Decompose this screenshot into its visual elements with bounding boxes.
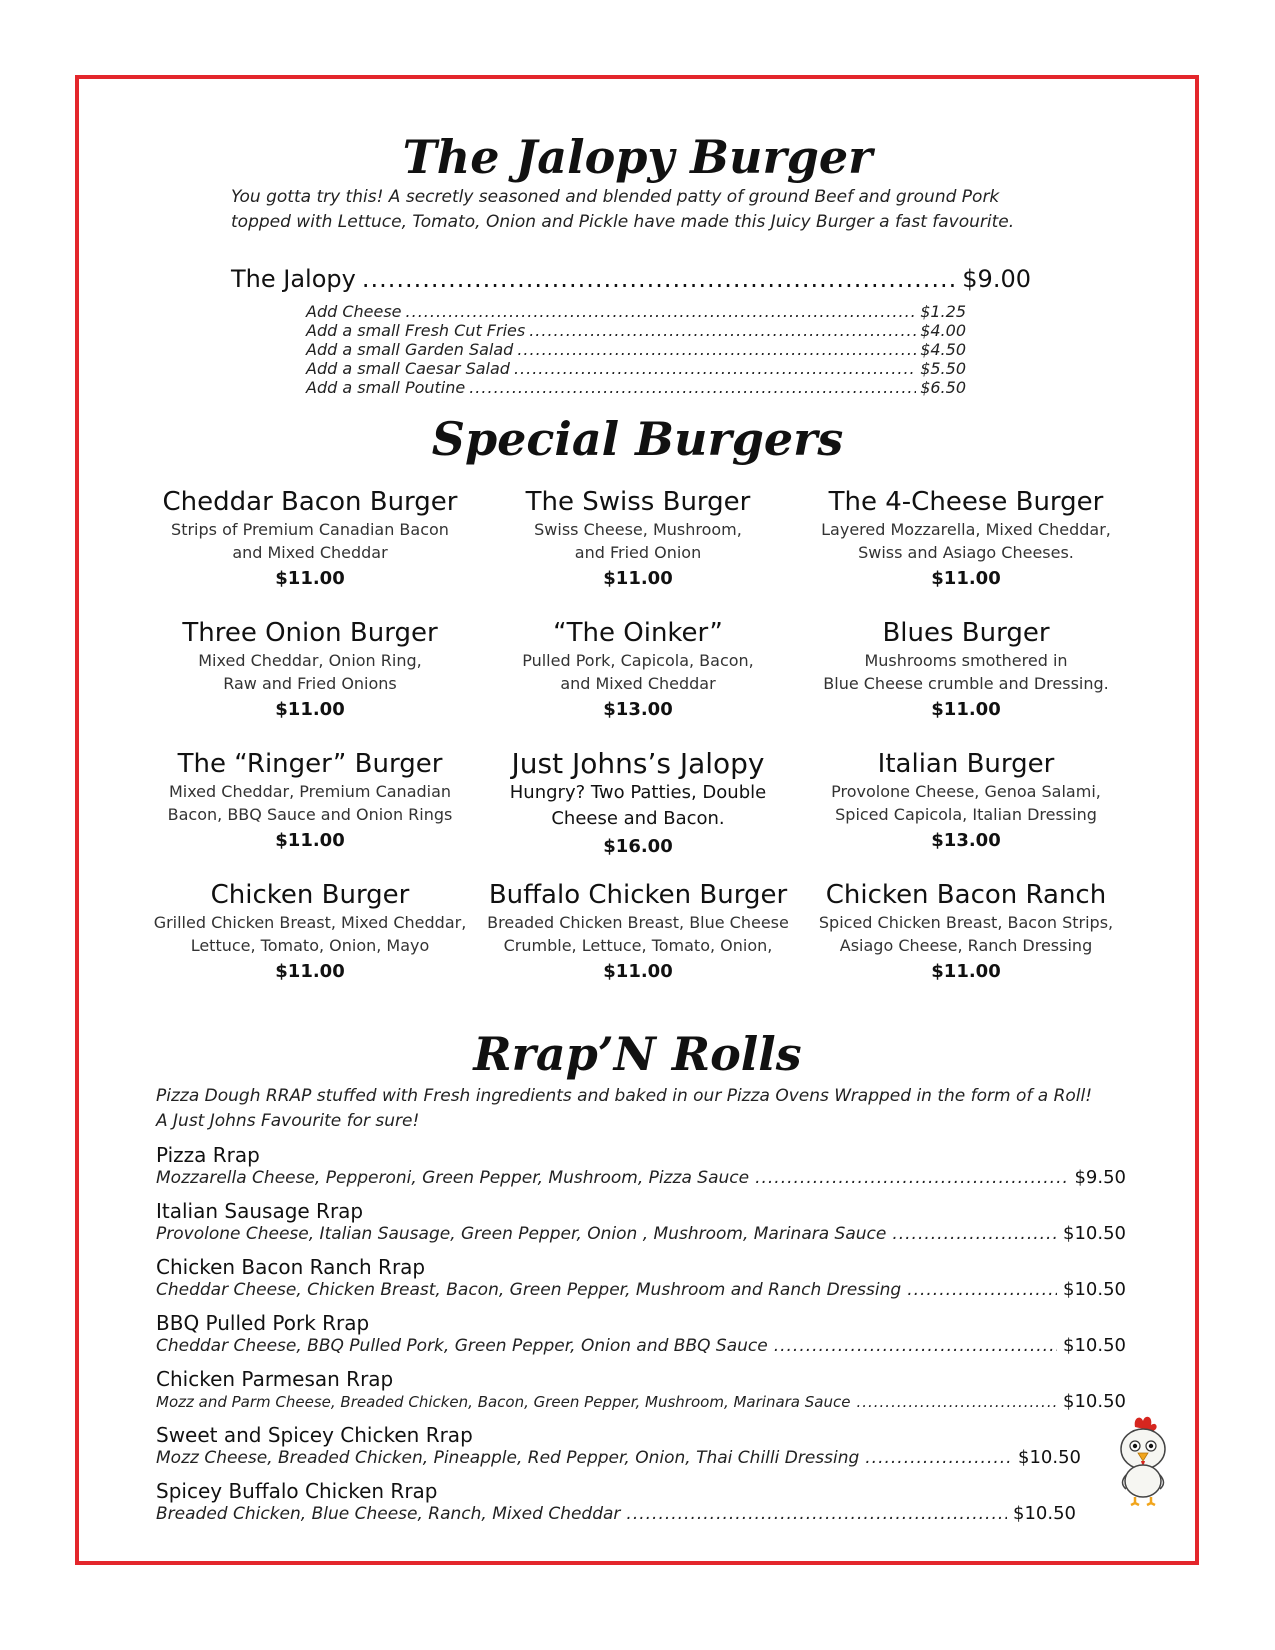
addon-row <box>306 359 966 378</box>
burger-name: Buffalo Chicken Burger <box>488 880 788 910</box>
burger-item <box>140 617 480 720</box>
rrap-desc: Cheddar Cheese, BBQ Pulled Pork, Green Pepper, Onion and BBQ Sauce <box>156 1336 768 1356</box>
rrap-desc: Cheddar Cheese, Chicken Breast, Bacon, Green Pepper, Mushroom and Ranch Dressing <box>156 1280 902 1300</box>
burger-desc: Spiced Chicken Breast, Bacon Strips, <box>818 913 1114 932</box>
addon-label: Add a small Garden Salad <box>306 340 514 359</box>
addon-label: Add a small Fresh Cut Fries <box>306 321 526 340</box>
rrap-name: Sweet and Spicey Chicken Rrap <box>156 1423 473 1447</box>
rrap-name: BBQ Pulled Pork Rrap <box>156 1311 370 1335</box>
burger-desc: Lettuce, Tomato, Onion, Mayo <box>190 936 430 955</box>
rrap-name: Spicey Buffalo Chicken Rrap <box>156 1479 438 1503</box>
rraps-intro-line1: Pizza Dough RRAP stuffed with Fresh ingredients and baked in our Pizza Ovens Wrapped in the form of a Roll! <box>156 1086 1093 1106</box>
burger-price: $11.00 <box>275 961 345 982</box>
burger-name: Chicken Burger <box>210 880 410 910</box>
rrap-price: $10.50 <box>1063 1223 1126 1244</box>
burger-item <box>468 617 808 720</box>
rrap-price: $10.50 <box>1063 1279 1126 1300</box>
dot-leader <box>362 265 956 293</box>
jalopy-title: The Jalopy Burger <box>402 130 873 184</box>
addon-row <box>306 340 966 359</box>
burger-desc: and Mixed Cheddar <box>560 674 716 693</box>
rrap-desc: Provolone Cheese, Italian Sausage, Green Pepper, Onion , Mushroom, Marinara Sauce <box>156 1224 887 1244</box>
burger-item <box>468 748 808 857</box>
dot-leader <box>755 1167 1068 1189</box>
burger-price: $11.00 <box>275 699 345 720</box>
burger-desc: Mixed Cheddar, Onion Ring, <box>198 651 422 670</box>
burger-item <box>140 486 480 589</box>
burger-desc: Grilled Chicken Breast, Mixed Cheddar, <box>153 913 467 932</box>
burger-desc: Blue Cheese crumble and Dressing. <box>823 674 1109 693</box>
dot-leader <box>529 321 916 340</box>
jalopy-intro-line2: topped with Lettuce, Tomato, Onion and Pickle have made this Juicy Burger a fast favourite. <box>231 212 1015 232</box>
burger-item <box>468 879 808 982</box>
jalopy-item <box>231 265 1031 293</box>
addon-price: $4.50 <box>920 340 966 359</box>
addon-label: Add Cheese <box>306 302 402 321</box>
dot-leader <box>774 1335 1057 1357</box>
addon-row <box>306 302 966 321</box>
dot-leader <box>514 359 916 378</box>
burger-desc: and Fried Onion <box>574 543 702 562</box>
burger-desc: Pulled Pork, Capicola, Bacon, <box>522 651 754 670</box>
burger-price: $11.00 <box>931 699 1001 720</box>
dot-leader <box>856 1391 1057 1413</box>
burger-desc: Crumble, Lettuce, Tomato, Onion, <box>503 936 773 955</box>
rrap-desc: Mozzarella Cheese, Pepperoni, Green Pepper, Mushroom, Pizza Sauce <box>156 1168 750 1188</box>
dot-leader <box>626 1503 1007 1525</box>
rrap-item <box>156 1479 1076 1525</box>
rrap-price: $10.50 <box>1063 1335 1126 1356</box>
rrap-item <box>156 1143 1126 1189</box>
dot-leader <box>865 1447 1012 1469</box>
burger-desc: Layered Mozzarella, Mixed Cheddar, <box>821 520 1111 539</box>
burger-name: “The Oinker” <box>553 618 723 648</box>
rrap-price: $9.50 <box>1074 1167 1126 1188</box>
rrap-price: $10.50 <box>1013 1503 1076 1524</box>
burger-desc: and Mixed Cheddar <box>232 543 388 562</box>
burger-desc: Swiss Cheese, Mushroom, <box>534 520 742 539</box>
dot-leader <box>517 340 916 359</box>
rrap-item <box>156 1199 1126 1245</box>
burger-name: Blues Burger <box>882 618 1050 648</box>
burger-desc: Breaded Chicken Breast, Blue Cheese <box>487 913 789 932</box>
burger-desc: Hungry? Two Patties, Double <box>509 782 767 803</box>
rrap-item <box>156 1423 1081 1469</box>
burger-name: The “Ringer” Burger <box>177 749 443 779</box>
burger-desc: Mixed Cheddar, Premium Canadian <box>168 782 452 801</box>
burger-desc: Bacon, BBQ Sauce and Onion Rings <box>167 805 453 824</box>
burger-name: Three Onion Burger <box>182 618 438 648</box>
dot-leader <box>892 1223 1057 1245</box>
burger-name: Cheddar Bacon Burger <box>162 487 458 517</box>
burger-price: $16.00 <box>603 836 673 857</box>
burger-price: $11.00 <box>931 961 1001 982</box>
special-burgers-title: Special Burgers <box>431 412 844 466</box>
burger-item <box>796 748 1136 851</box>
burger-price: $11.00 <box>931 568 1001 589</box>
rrap-desc: Breaded Chicken, Blue Cheese, Ranch, Mixed Cheddar <box>156 1504 621 1524</box>
burger-desc: Mushrooms smothered in <box>864 651 1068 670</box>
burger-price: $13.00 <box>931 830 1001 851</box>
burger-item <box>140 748 480 851</box>
rrap-name: Pizza Rrap <box>156 1143 260 1167</box>
burger-item <box>140 879 480 982</box>
rrap-item <box>156 1311 1126 1357</box>
addon-row <box>306 321 966 340</box>
burger-price: $11.00 <box>275 830 345 851</box>
rrap-price: $10.50 <box>1018 1447 1081 1468</box>
jalopy-item-name: The Jalopy <box>231 265 356 293</box>
dot-leader <box>469 378 916 397</box>
burger-name: The 4-Cheese Burger <box>828 487 1104 517</box>
burger-price: $11.00 <box>603 961 673 982</box>
burger-item <box>468 486 808 589</box>
burger-name: The Swiss Burger <box>525 487 751 517</box>
burger-name: Chicken Bacon Ranch <box>825 880 1107 910</box>
burger-price: $13.00 <box>603 699 673 720</box>
addon-price: $4.00 <box>920 321 966 340</box>
rrap-item <box>156 1367 1126 1413</box>
rrap-desc: Mozz Cheese, Breaded Chicken, Pineapple, Red Pepper, Onion, Thai Chilli Dressing <box>156 1448 860 1468</box>
rraps-title: Rrap’N Rolls <box>473 1027 802 1081</box>
jalopy-item-price: $9.00 <box>962 265 1031 293</box>
addon-price: $5.50 <box>920 359 966 378</box>
burger-name: Just Johns’s Jalopy <box>511 747 765 780</box>
burger-desc: Raw and Fried Onions <box>223 674 397 693</box>
rrap-name: Chicken Bacon Ranch Rrap <box>156 1255 426 1279</box>
addon-row <box>306 378 966 397</box>
rrap-name: Chicken Parmesan Rrap <box>156 1367 394 1391</box>
rrap-item <box>156 1255 1126 1301</box>
burger-desc: Provolone Cheese, Genoa Salami, <box>831 782 1101 801</box>
chicken-mascot-icon <box>1113 1413 1173 1509</box>
addon-label: Add a small Poutine <box>306 378 466 397</box>
burger-desc: Strips of Premium Canadian Bacon <box>171 520 449 539</box>
rraps-intro-line2: A Just Johns Favourite for sure! <box>156 1111 420 1131</box>
burger-price: $11.00 <box>603 568 673 589</box>
dot-leader <box>406 302 917 321</box>
burger-item <box>796 879 1136 982</box>
rrap-price: $10.50 <box>1063 1391 1126 1412</box>
burger-desc: Cheese and Bacon. <box>551 808 725 829</box>
jalopy-intro-line1: You gotta try this! A secretly seasoned and blended patty of ground Beef and ground Pork <box>231 187 1000 207</box>
burger-desc: Swiss and Asiago Cheeses. <box>858 543 1074 562</box>
burger-item <box>796 486 1136 589</box>
addon-price: $6.50 <box>920 378 966 397</box>
addon-price: $1.25 <box>920 302 966 321</box>
burger-desc: Asiago Cheese, Ranch Dressing <box>839 936 1093 955</box>
burger-item <box>796 617 1136 720</box>
dot-leader <box>907 1279 1057 1301</box>
burger-desc: Spiced Capicola, Italian Dressing <box>835 805 1097 824</box>
addon-label: Add a small Caesar Salad <box>306 359 510 378</box>
burger-name: Italian Burger <box>877 749 1055 779</box>
rrap-name: Italian Sausage Rrap <box>156 1199 364 1223</box>
burger-price: $11.00 <box>275 568 345 589</box>
rrap-desc: Mozz and Parm Cheese, Breaded Chicken, Bacon, Green Pepper, Mushroom, Marinara Sauce <box>156 1393 851 1411</box>
